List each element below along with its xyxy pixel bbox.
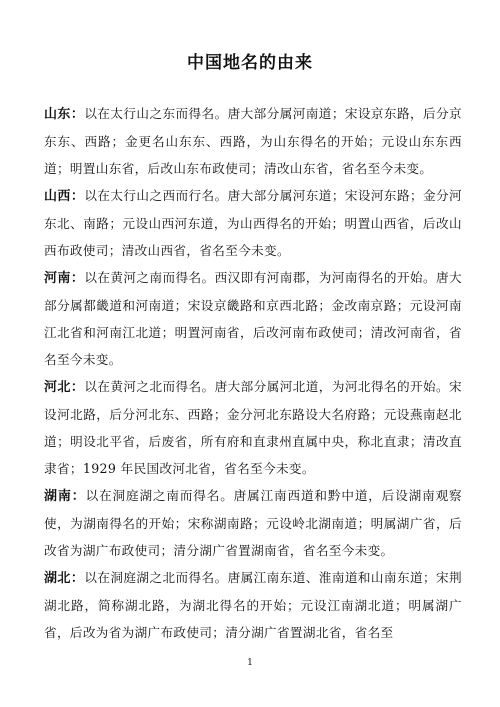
entry-name: 河南： <box>44 271 85 286</box>
entry-name: 湖北： <box>44 571 85 586</box>
entry-name: 湖南： <box>44 489 86 504</box>
page-title: 中国地名的由来 <box>187 53 313 73</box>
entry-shanxi <box>44 182 462 264</box>
entry-name: 山东： <box>44 107 85 122</box>
document-body <box>44 100 462 646</box>
entry-text: 以在黄河之南而得名。西汉即有河南郡，为河南得名的开始。唐大部分属都畿道和河南道；宋设京畿路和京西北路；金改南京路；元设河南江北省和河南江北道；明置河南省，后改河南布政使司；清改河南省，省名至今未变。 <box>44 270 462 367</box>
entry-name: 山西： <box>44 189 85 204</box>
entry-text: 以在太行山之西而行名。唐大部分属河东道；宋设河东路；金分河东北、南路；元设山西河东道，为山西得名的开始；明置山西省，后改山西布政使司；清改山西省，省名至今未变。 <box>44 188 462 258</box>
entry-henan <box>44 264 462 373</box>
entry-text: 以在洞庭湖之北而得名。唐属江南东道、淮南道和山南东道；宋荆湖北路，简称湖北路，为湖北得名的开始；元设江南湖北道；明属湖广省，后改为省为湖广布政使司；清分湖广省置湖北省，省名至 <box>44 570 462 640</box>
entry-shandong <box>44 100 462 182</box>
entry-name: 河北： <box>44 380 85 395</box>
entry-hebei <box>44 373 462 482</box>
entry-hubei <box>44 564 462 646</box>
entry-text: 以在太行山之东而得名。唐大部分属河南道；宋设京东路，后分京东东、西路；金更名山东东、西路，为山东得名的开始；元设山东东西道；明置山东省，后改山东布政使司；清改山东省，省名至今未变。 <box>44 106 462 176</box>
page-number: 1 <box>247 658 253 668</box>
entry-text: 以在洞庭湖之南而得名。唐属江南西道和黔中道，后设湖南观察使，为湖南得名的开始；宋称湖南路；元设岭北湖南道；明属湖广省，后改省为湖广布政使司；清分湖广省置湖南省，省名至今未变。 <box>44 488 462 558</box>
entry-hunan <box>44 482 462 564</box>
entry-text: 以在黄河之北而得名。唐大部分属河北道，为河北得名的开始。宋设河北路，后分河北东、西路；金分河北东路设大名府路；元设燕南赵北道；明设北平省，后废省，所有府和直隶州直属中央，称北直隶；清改直隶省；1929 年民国改河北省，省名至今未变。 <box>44 379 462 476</box>
